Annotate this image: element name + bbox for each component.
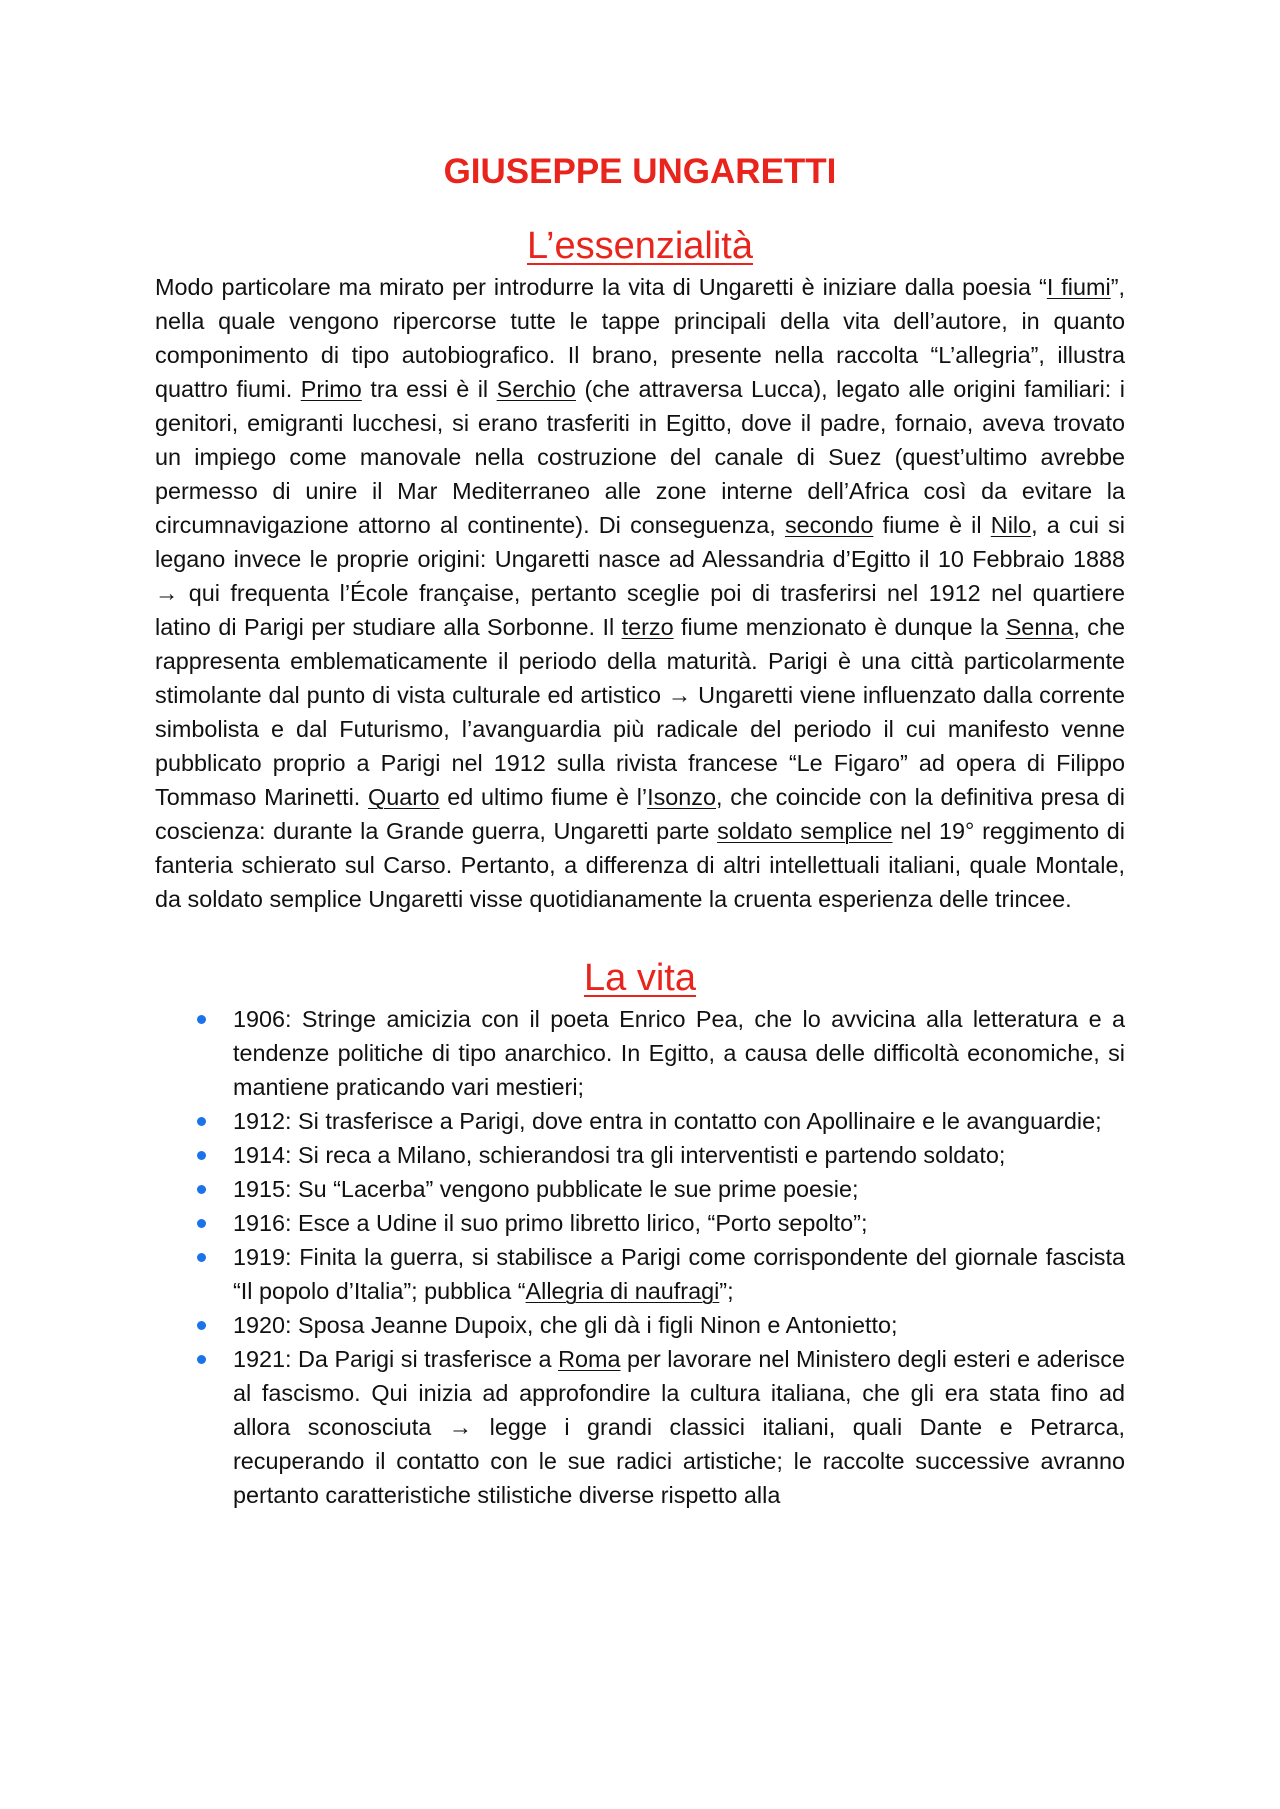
underlined-term-senna: Senna [1005, 614, 1074, 640]
list-item-text: 1912: Si trasferisce a Parigi, dove entra in contatto con Apollinaire e le avanguardie; [233, 1108, 1102, 1134]
text-run: (che attraversa Lucca), legato alle origini familiari: i genitori, emigranti lucchesi, si erano trasferiti in Egitto, dove il padre, fornaio, aveva trovato un impiego come manovale nella costruzione del canale di Suez (quest’ultimo avrebbe permesso di unire il Mar Mediterraneo alle zone interne dell’Africa così da evitare la circumnavigazione attorno al continente). Di conseguenza, [155, 376, 1125, 538]
underlined-term-allegria-di-naufragi: Allegria di naufragi [525, 1278, 720, 1304]
list-item-text: 1921: Da Parigi si trasferisce a [233, 1346, 559, 1372]
underlined-term-nilo: Nilo [990, 512, 1032, 538]
section-heading-la-vita: La vita [584, 957, 696, 999]
bullet-icon [197, 1015, 206, 1024]
text-run: Modo particolare ma mirato per introdurre la vita di Ungaretti è iniziare dalla poesia “ [155, 274, 1047, 300]
underlined-term-soldato-semplice: soldato semplice [717, 818, 893, 844]
section-gap [155, 916, 1125, 954]
underlined-term-terzo: terzo [621, 614, 674, 640]
list-item [155, 1240, 1125, 1308]
bullet-icon [197, 1253, 206, 1262]
list-item [155, 1342, 1125, 1512]
underlined-term-quarto: Quarto [368, 784, 440, 810]
text-run: , che rappresenta emblematicamente il periodo della maturità. Parigi è una città particolarmente stimolante dal punto di vista culturale ed artistico → Ungaretti viene influenzato dalla corrente simbolista e dal Futurismo, l’avanguardia più radicale del periodo il cui manifesto venne pubblicato proprio a Parigi nel 1912 sulla rivista francese “Le Figaro” ad opera di Filippo Tommaso Marinetti. [155, 614, 1126, 810]
text-run: fiume menzionato è dunque la [673, 614, 1006, 640]
text-run: tra essi è il [361, 376, 497, 402]
section-heading-essenzialita: L’essenzialità [526, 225, 754, 267]
list-item-text: 1916: Esce a Udine il suo primo libretto lirico, “Porto sepolto”; [233, 1210, 868, 1236]
document-page [155, 150, 1125, 1512]
list-item [155, 1104, 1125, 1138]
bullet-icon [197, 1355, 206, 1364]
bullet-icon [197, 1151, 206, 1160]
bullet-icon [197, 1117, 206, 1126]
text-run: fiume è il [873, 512, 991, 538]
underlined-term-isonzo: Isonzo [647, 784, 717, 810]
list-item-text: ”; [719, 1278, 734, 1304]
list-item-text: 1919: Finita la guerra, si stabilisce a Parigi come corrispondente del giornale fascista “Il popolo d’Italia”; pubblica “ [233, 1244, 1125, 1304]
underlined-term-serchio: Serchio [496, 376, 576, 402]
document-title: GIUSEPPE UNGARETTI [443, 152, 837, 191]
list-item-text: 1914: Si reca a Milano, schierandosi tra gli interventisti e partendo soldato; [233, 1142, 1006, 1168]
list-item [155, 1206, 1125, 1240]
underlined-term-i-fiumi: I fiumi [1046, 274, 1111, 300]
timeline-list [155, 1002, 1125, 1512]
underlined-term-roma: Roma [558, 1346, 621, 1372]
list-item [155, 1138, 1125, 1172]
bullet-icon [197, 1185, 206, 1194]
bullet-icon [197, 1321, 206, 1330]
list-item [155, 1172, 1125, 1206]
list-item-text: 1920: Sposa Jeanne Dupoix, che gli dà i figli Ninon e Antonietto; [233, 1312, 898, 1338]
underlined-term-secondo: secondo [784, 512, 874, 538]
text-run: nel 19° reggimento di fanteria schierato sul Carso. Pertanto, a differenza di altri intellettuali italiani, quale Montale, da soldato semplice Ungaretti visse quotidianamente la cruenta esperienza delle trincee. [155, 818, 1125, 912]
text-run: ”, nella quale vengono ripercorse tutte le tappe principali della vita dell’autore, in quanto componimento di tipo autobiografico. Il brano, presente nella raccolta “L’allegria”, illustra quattro fiumi. [155, 274, 1125, 402]
text-run: ed ultimo fiume è l’ [439, 784, 648, 810]
essenzialita-paragraph [155, 270, 1125, 916]
list-item-text: per lavorare nel Ministero degli esteri e aderisce al fascismo. Qui inizia ad approfondire la cultura italiana, che gli era stata fino ad allora sconosciuta → legge i grandi classici italiani, quali Dante e Petrarca, recuperando il contatto con le sue radici artistiche; le raccolte successive avranno pertanto caratteristiche stilistiche diverse rispetto alla [233, 1346, 1125, 1508]
list-item-text: 1915: Su “Lacerba” vengono pubblicate le sue prime poesie; [233, 1176, 859, 1202]
list-item [155, 1308, 1125, 1342]
list-item [155, 1002, 1125, 1104]
bullet-icon [197, 1219, 206, 1228]
list-item-text: 1906: Stringe amicizia con il poeta Enrico Pea, che lo avvicina alla letteratura e a tendenze politiche di tipo anarchico. In Egitto, a causa delle difficoltà economiche, si mantiene praticando vari mestieri; [233, 1006, 1125, 1100]
underlined-term-primo: Primo [300, 376, 362, 402]
text-run: , che coincide con la definitiva presa di coscienza: durante la Grande guerra, Ungaretti parte [155, 784, 1125, 844]
text-run: , a cui si legano invece le proprie origini: Ungaretti nasce ad Alessandria d’Egitto il 10 Febbraio 1888 → qui frequenta l’École française, pertanto sceglie poi di trasferirsi nel 1912 nel quartiere latino di Parigi per studiare alla Sorbonne. Il [155, 512, 1125, 640]
